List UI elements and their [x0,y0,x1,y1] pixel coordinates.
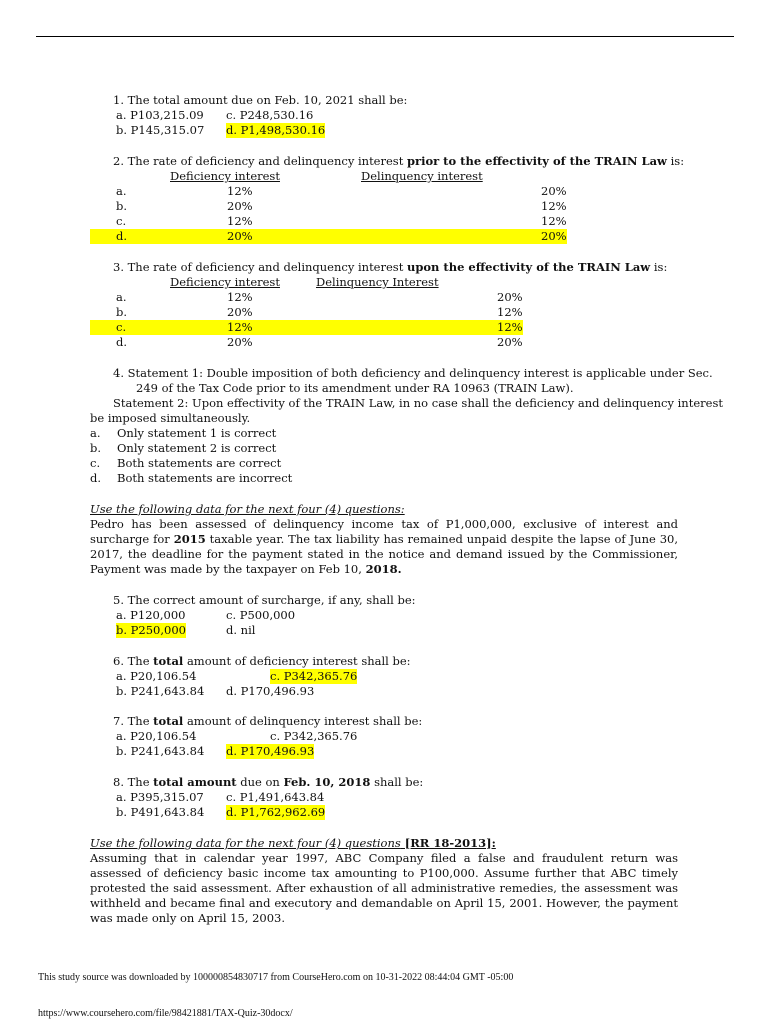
q2-col-deficiency: Deficiency interest [170,169,280,183]
q4-option-c-answer: Both statements are correct [117,456,282,470]
q2-row-deficiency: 12% [227,214,253,228]
q2-row-deficiency: 20% [227,199,253,213]
q3-row-delinquency: 20% [497,335,523,349]
q2-row-letter: d. [116,229,128,243]
q2-row-delinquency: 12% [541,199,567,213]
q4-statement-2: Statement 2: Upon effectivity of the TRAIN Law, in no case shall the deficiency and delinquency interest [113,396,723,410]
q2-row-letter: c. [116,214,127,228]
q3-answer-highlight [90,320,523,335]
q5-option-d: d. nil [226,623,256,637]
q2-row-delinquency: 20% [541,184,567,198]
q2-col-delinquency: Delinquency interest [361,169,483,183]
q8-option-b: b. P491,643.84 [116,805,205,819]
q6-option-c-answer: c. P342,365.76 [270,669,358,683]
case-2-paragraph: Assuming that in calendar year 1997, ABC Company filed a false and fraudulent return was assessed of deficiency basic income tax amounting to P100,000. Assume further that ABC timely protested the said assessment. After exhaustion of all administrative remedies, the assessment was withheld and became final and executory and demandable on April 15, 2001. However, the payment was made only on April 15, 2003. [90,851,679,925]
q1-option-d-answer: d. P1,498,530.16 [226,123,326,137]
q8-stem: 8. The total amount due on Feb. 10, 2018 shall be: [113,775,424,789]
q7-option-b: b. P241,643.84 [116,744,205,758]
q6-option-d: d. P170,496.93 [226,684,315,698]
q8-option-c: c. P1,491,643.84 [226,790,325,804]
q4-option-letter: a. [90,426,101,440]
q4-statement-1: 4. Statement 1: Double imposition of both deficiency and delinquency interest is applicable under Sec. [113,366,713,380]
q7-option-c: c. P342,365.76 [270,729,358,743]
q3-row-letter: a. [116,290,127,304]
q7-option-d-answer: d. P170,496.93 [226,744,315,758]
q2-row-delinquency: 12% [541,214,567,228]
q7-option-a: a. P20,106.54 [116,729,197,743]
q4-option-b: Only statement 2 is correct [117,441,277,455]
q4-statement-2-cont: be imposed simultaneously. [90,411,251,425]
q3-row-letter: d. [116,335,128,349]
q6-option-b: b. P241,643.84 [116,684,205,698]
q3-row-delinquency: 12% [497,320,523,334]
q5-stem: 5. The correct amount of surcharge, if any, shall be: [113,593,416,607]
q3-row-letter: c. [116,320,127,334]
q5-option-c: c. P500,000 [226,608,296,622]
q1-option-c: c. P248,530.16 [226,108,314,122]
q2-row-deficiency: 20% [227,229,253,243]
q1-option-b: b. P145,315.07 [116,123,205,137]
q2-row-deficiency: 12% [227,184,253,198]
download-notice: This study source was downloaded by 100000854830717 from CourseHero.com on 10-31-2022 08:44:04 GMT -05:00 [38,972,514,983]
q2-row-letter: b. [116,199,128,213]
case-2-heading: Use the following data for the next four (4) questions [RR 18-2013]: [90,836,496,850]
q3-col-delinquency: Delinquency Interest [316,275,439,289]
q3-row-deficiency: 12% [227,290,253,304]
q6-stem: 6. The total amount of deficiency interest shall be: [113,654,411,668]
q3-col-deficiency: Deficiency interest [170,275,280,289]
q4-option-a: Only statement 1 is correct [117,426,277,440]
q7-stem: 7. The total amount of delinquency interest shall be: [113,714,423,728]
q3-row-deficiency: 12% [227,320,253,334]
q2-stem: 2. The rate of deficiency and delinquency interest prior to the effectivity of the TRAIN Law is: [113,154,685,168]
case-1-paragraph: Pedro has been assessed of delinquency income tax of P1,000,000, exclusive of interest and surcharge for 2015 taxable year. The tax liability has remained unpaid despite the lapse of June 30, 2017, the deadline for the payment stated in the notice and demand issued by the Commissioner, Payment was made by the taxpayer on Feb 10, 2018. [90,517,679,576]
q5-option-a: a. P120,000 [116,608,186,622]
q4-statement-1-cont: 249 of the Tax Code prior to its amendment under RA 10963 (TRAIN Law). [136,381,574,395]
q6-option-a: a. P20,106.54 [116,669,197,683]
q1-stem: 1. The total amount due on Feb. 10, 2021 shall be: [113,93,408,107]
top-rule [36,36,734,37]
q4-option-d: Both statements are incorrect [117,471,293,485]
q2-row-delinquency: 20% [541,229,567,243]
q1-option-a: a. P103,215.09 [116,108,204,122]
q4-option-letter: c. [90,456,101,470]
q5-option-b-answer: b. P250,000 [116,623,186,637]
q3-stem: 3. The rate of deficiency and delinquency interest upon the effectivity of the TRAIN Law is: [113,260,668,274]
source-url-link[interactable]: https://www.coursehero.com/file/98421881/TAX-Quiz-30docx/ [38,1008,293,1019]
q3-row-delinquency: 20% [497,290,523,304]
case-1-heading: Use the following data for the next four (4) questions: [90,502,405,516]
q3-row-deficiency: 20% [227,335,253,349]
q3-row-letter: b. [116,305,128,319]
q3-row-deficiency: 20% [227,305,253,319]
q2-answer-highlight [90,229,567,244]
q8-option-a: a. P395,315.07 [116,790,204,804]
q8-option-d-answer: d. P1,762,962.69 [226,805,326,819]
q4-option-letter: b. [90,441,102,455]
q2-row-letter: a. [116,184,127,198]
q4-option-letter: d. [90,471,102,485]
q3-row-delinquency: 12% [497,305,523,319]
